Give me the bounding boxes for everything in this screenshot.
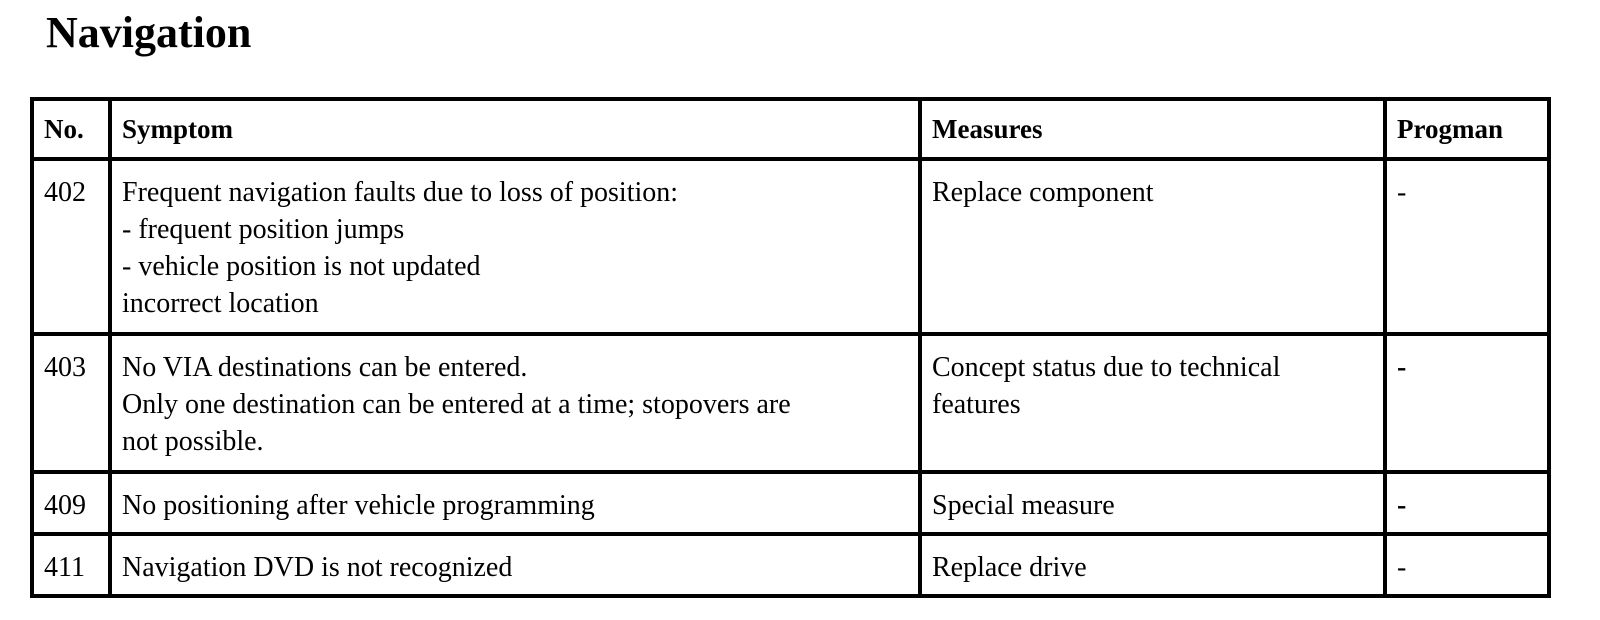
cell-no: 403 <box>32 334 110 472</box>
column-header-measures: Measures <box>920 99 1385 159</box>
cell-symptom <box>110 534 920 596</box>
table-row <box>32 159 1549 334</box>
cell-no: 402 <box>32 159 110 334</box>
table-body <box>32 159 1549 596</box>
cell-no: 409 <box>32 472 110 534</box>
cell-measures <box>920 534 1385 596</box>
symptom-line: Frequent navigation faults due to loss of position: <box>122 177 679 208</box>
table-row <box>32 334 1549 472</box>
symptom-line: Navigation DVD is not recognized <box>122 552 513 583</box>
symptom-line: No positioning after vehicle programming <box>122 490 595 521</box>
table-header <box>32 99 1549 159</box>
measures-line: Replace component <box>932 177 1154 208</box>
cell-symptom <box>110 472 920 534</box>
column-header-progman: Progman <box>1385 99 1549 159</box>
column-header-symptom: Symptom <box>110 99 920 159</box>
symptom-line: No VIA destinations can be entered. <box>122 352 528 383</box>
cell-symptom <box>110 334 920 472</box>
header-row <box>32 99 1549 159</box>
cell-symptom <box>110 159 920 334</box>
measures-line: Special measure <box>932 490 1115 521</box>
page-title: Navigation <box>46 8 252 57</box>
column-header-no: No. <box>32 99 110 159</box>
symptom-line: not possible. <box>122 426 264 457</box>
cell-progman: - <box>1385 534 1549 596</box>
cell-progman: - <box>1385 472 1549 534</box>
cell-no: 411 <box>32 534 110 596</box>
navigation-table-container <box>30 97 1530 598</box>
symptom-line: incorrect location <box>122 288 319 319</box>
symptom-line: - frequent position jumps <box>122 214 405 245</box>
measures-line: features <box>932 389 1021 420</box>
symptom-line: - vehicle position is not updated <box>122 251 481 282</box>
cell-measures <box>920 334 1385 472</box>
table-row <box>32 534 1549 596</box>
symptom-line: Only one destination can be entered at a time; stopovers are <box>122 389 791 420</box>
navigation-table <box>30 97 1551 598</box>
measures-line: Concept status due to technical <box>932 352 1281 383</box>
cell-progman: - <box>1385 334 1549 472</box>
cell-progman: - <box>1385 159 1549 334</box>
measures-line: Replace drive <box>932 552 1087 583</box>
cell-measures <box>920 159 1385 334</box>
table-row <box>32 472 1549 534</box>
cell-measures <box>920 472 1385 534</box>
